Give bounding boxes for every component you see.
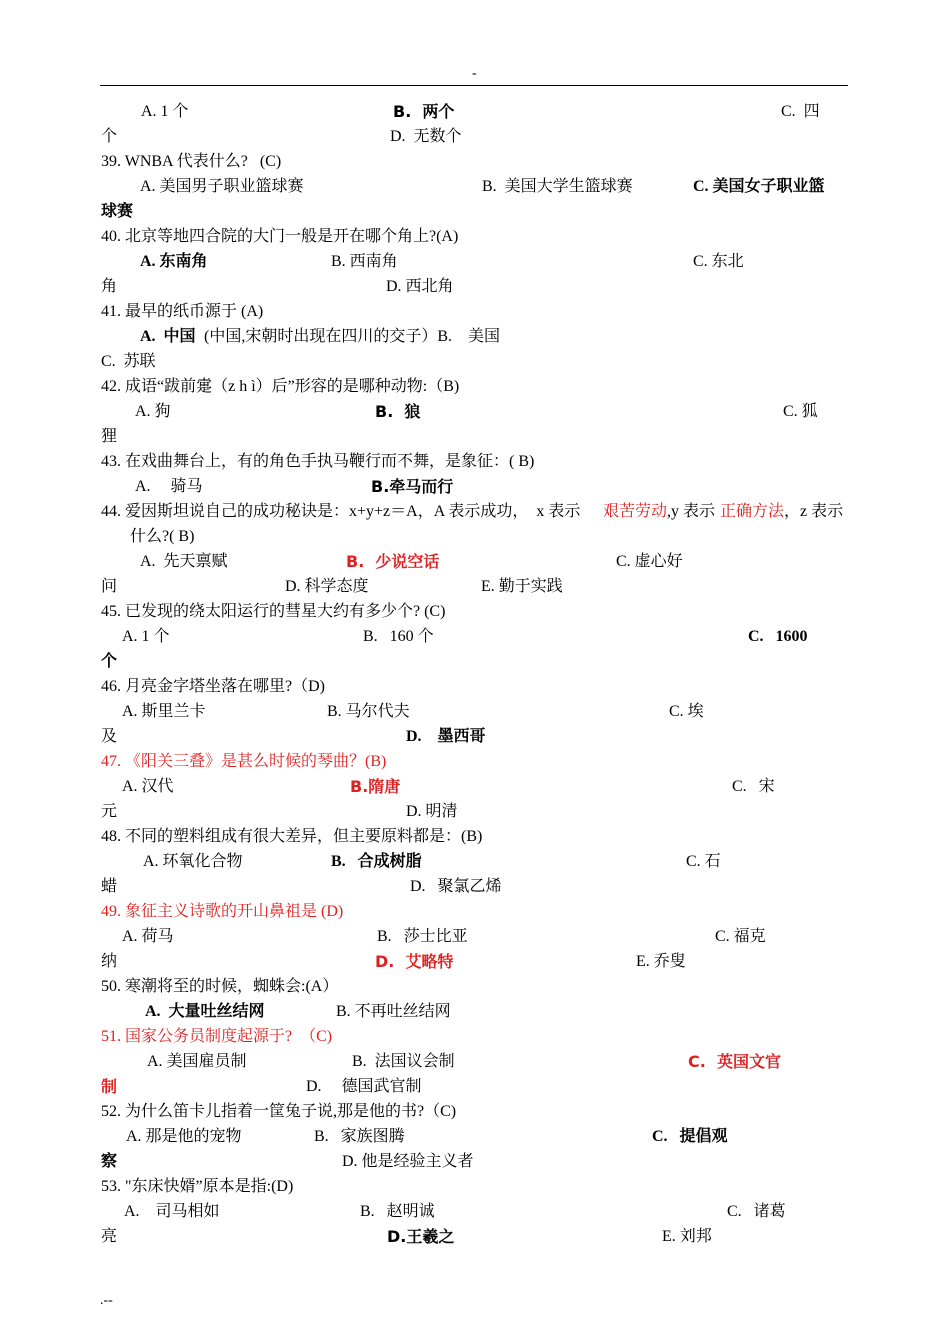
- document-text-line-27-seg-0: A. 汉代: [122, 778, 174, 795]
- document-text-line-16-seg-2: ,y 表示: [667, 503, 716, 520]
- header-rule: [100, 85, 848, 86]
- document-text-line-9-seg-0: A. 中国: [140, 328, 196, 345]
- document-text-line-1-seg-0: 个: [101, 128, 118, 145]
- document-text-line-7-seg-0: 角: [101, 278, 118, 295]
- document-text-line-3-seg-0: A. 美国男子职业篮球赛: [140, 178, 304, 195]
- document-text-line-6-seg-2: C. 东北: [693, 253, 744, 270]
- document-text-line-15-seg-0: A. 骑马: [135, 478, 203, 495]
- document-text-line-16-seg-3: 正确方法: [720, 503, 785, 520]
- document-text-line-18-seg-1: B. 少说空话: [346, 552, 440, 571]
- document-text-line-28-seg-1: D. 明清: [406, 803, 458, 820]
- document-text-line-3-seg-1: B. 美国大学生篮球赛: [482, 178, 633, 195]
- document-text-line-39-seg-0: 制: [101, 1077, 118, 1096]
- document-text-line-6-seg-0: A. 东南角: [140, 253, 208, 270]
- document-text-line-12-seg-0: A. 狗: [135, 403, 171, 420]
- document-text-line-30-seg-1: B. 合成树脂: [331, 853, 422, 870]
- document-text-line-21-seg-0: A. 1 个: [122, 628, 170, 645]
- document-text-line-10-seg-0: C. 苏联: [101, 353, 156, 370]
- document-text-line-0-seg-1: B. 两个: [393, 102, 455, 121]
- document-text-line-5-seg-0: 40. 北京等地四合院的大门一般是开在哪个角上?(A): [101, 228, 459, 245]
- document-text-line-11-seg-0: 42. 成语“跋前疐（z h ì）后”形容的是哪种动物:（B): [101, 378, 460, 395]
- document-text-line-33-seg-1: B. 莎士比亚: [377, 928, 468, 945]
- document-text-line-0-seg-0: A. 1 个: [141, 103, 189, 120]
- document-text-line-4-seg-0: 球赛: [101, 203, 134, 220]
- document-text-line-19-seg-0: 问: [101, 578, 118, 595]
- document-text-line-24-seg-2: C. 埃: [669, 703, 704, 720]
- document-text-line-18-seg-0: A. 先天禀赋: [140, 553, 228, 570]
- document-text-line-3-seg-2: C. 美国女子职业篮: [693, 178, 825, 195]
- document-text-line-18-seg-2: C. 虚心好: [616, 553, 683, 570]
- document-text-line-24-seg-1: B. 马尔代夫: [327, 703, 410, 720]
- document-text-line-39-seg-1: D. 德国武官制: [306, 1078, 422, 1095]
- document-text-line-6-seg-1: B. 西南角: [331, 253, 398, 270]
- document-text-line-19-seg-2: E. 勤于实践: [481, 578, 563, 595]
- header-dash: -: [472, 66, 477, 81]
- document-text-line-36-seg-0: A. 大量吐丝结网: [145, 1003, 265, 1020]
- document-text-line-45-seg-1: D.王羲之: [387, 1227, 455, 1246]
- document-text-line-28-seg-0: 元: [101, 803, 118, 820]
- document-text-line-19-seg-1: D. 科学态度: [285, 578, 369, 595]
- document-text-line-12-seg-1: B. 狼: [375, 402, 421, 421]
- document-text-line-25-seg-1: D. 墨西哥: [406, 728, 486, 745]
- document-text-line-30-seg-2: C. 石: [686, 853, 721, 870]
- document-text-line-31-seg-0: 蜡: [101, 878, 118, 895]
- document-text-line-30-seg-0: A. 环氧化合物: [143, 853, 243, 870]
- document-text-line-22-seg-0: 个: [101, 653, 118, 670]
- footer-text: .--: [100, 1293, 113, 1308]
- document-text-line-44-seg-0: A. 司马相如: [124, 1203, 220, 1220]
- document-text-line-41-seg-1: B. 家族图腾: [314, 1128, 405, 1145]
- document-text-line-41-seg-2: C. 提倡观: [652, 1128, 728, 1145]
- document-text-line-42-seg-0: 察: [101, 1153, 118, 1170]
- document-text-line-24-seg-0: A. 斯里兰卡: [122, 703, 206, 720]
- document-text-line-21-seg-1: B. 160 个: [363, 628, 434, 645]
- document-text-line-37-seg-0: 51. 国家公务员制度起源于? （C): [101, 1028, 333, 1045]
- document-text-line-20-seg-0: 45. 已发现的绕太阳运行的彗星大约有多少个? (C): [101, 603, 446, 620]
- document-text-line-44-seg-1: B. 赵明诚: [360, 1203, 435, 1220]
- document-text-line-34-seg-1: D. 艾略特: [375, 952, 454, 971]
- document-text-line-7-seg-1: D. 西北角: [386, 278, 454, 295]
- document-text-line-43-seg-0: 53. "东床快婿”原本是指:(D): [101, 1178, 294, 1195]
- document-text-line-17-seg-0: 什么?( B): [130, 528, 195, 545]
- document-text-line-12-seg-2: C. 狐: [783, 403, 818, 420]
- document-text-line-45-seg-2: E. 刘邦: [662, 1228, 712, 1245]
- document-text-line-16-seg-1: 艰苦劳动: [603, 503, 668, 520]
- document-text-line-25-seg-0: 及: [101, 728, 118, 745]
- document-text-line-15-seg-1: B.牵马而行: [371, 477, 454, 496]
- document-text-line-41-seg-0: A. 那是他的宠物: [126, 1128, 242, 1145]
- document-text-line-26-seg-0: 47. 《阳关三叠》是甚么时候的琴曲？(B): [101, 753, 387, 770]
- document-text-line-38-seg-0: A. 美国雇员制: [147, 1053, 247, 1070]
- document-text-line-33-seg-2: C. 福克: [715, 928, 766, 945]
- document-text-line-21-seg-2: C. 1600: [748, 628, 808, 645]
- document-text-line-8-seg-0: 41. 最早的纸币源于 (A): [101, 303, 264, 320]
- document-text-line-34-seg-2: E. 乔叟: [636, 953, 686, 970]
- document-text-line-27-seg-2: C. 宋: [732, 778, 775, 795]
- document-text-line-14-seg-0: 43. 在戏曲舞台上，有的角色手执马鞭行而不舞，是象征：( B): [101, 453, 535, 470]
- document-text-line-23-seg-0: 46. 月亮金字塔坐落在哪里?（D): [101, 678, 325, 695]
- document-text-line-31-seg-1: D. 聚氯乙烯: [410, 878, 502, 895]
- document-text-line-33-seg-0: A. 荷马: [122, 928, 174, 945]
- document-text-line-36-seg-1: B. 不再吐丝结网: [336, 1003, 451, 1020]
- document-text-line-29-seg-0: 48. 不同的塑料组成有很大差异，但主要原料都是：(B): [101, 828, 483, 845]
- document-text-line-16-seg-4: ，z 表示: [784, 503, 844, 520]
- document-text-line-35-seg-0: 50. 寒潮将至的时候，蜘蛛会:(A）: [101, 978, 339, 995]
- document-text-line-2-seg-0: 39. WNBA 代表什么? (C): [101, 153, 282, 170]
- document-text-line-45-seg-0: 亮: [101, 1228, 118, 1245]
- document-text-line-0-seg-2: C. 四: [781, 103, 820, 120]
- document-text-line-40-seg-0: 52. 为什么笛卡儿指着一筐兔子说,那是他的书?（C): [101, 1103, 457, 1120]
- document-text-line-1-seg-1: D. 无数个: [390, 128, 462, 145]
- document-text-line-32-seg-0: 49. 象征主义诗歌的开山鼻祖是 (D): [101, 903, 344, 920]
- document-text-line-13-seg-0: 狸: [101, 428, 118, 445]
- document-text-line-16-seg-0: 44. 爱因斯坦说自己的成功秘诀是：x+y+z＝A，A 表示成功， x 表示: [101, 503, 581, 520]
- document-text-line-44-seg-2: C. 诸葛: [727, 1203, 786, 1220]
- document-text-line-34-seg-0: 纳: [101, 953, 118, 970]
- document-text-line-38-seg-1: B. 法国议会制: [352, 1053, 455, 1070]
- document-text-line-9-seg-1: (中国,宋朝时出现在四川的交子）B. 美国: [204, 328, 501, 345]
- document-text-line-38-seg-2: C. 英国文官: [688, 1052, 781, 1071]
- document-text-line-42-seg-1: D. 他是经验主义者: [342, 1153, 474, 1170]
- document-text-line-27-seg-1: B.隋唐: [350, 777, 401, 796]
